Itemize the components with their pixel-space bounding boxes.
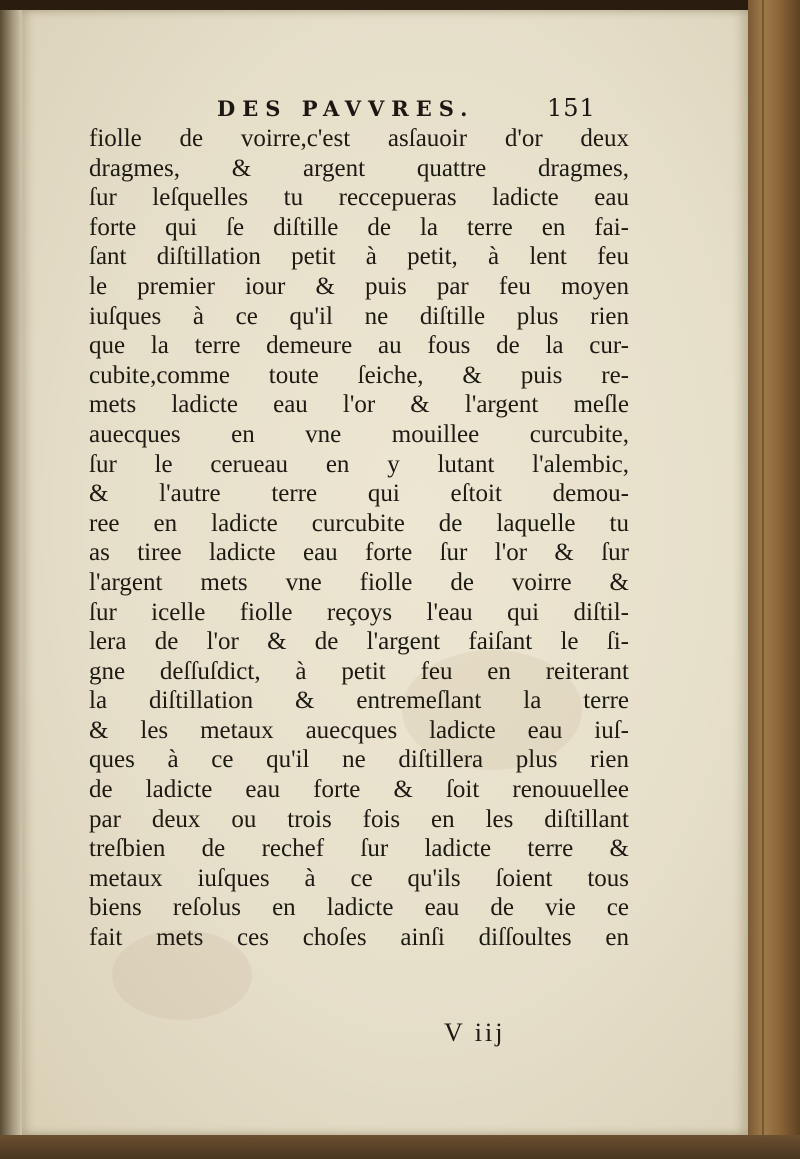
text-line: & les metaux auecques ladicte eau iuſ- [89, 716, 629, 744]
signature-mark: V iij [444, 1018, 506, 1047]
page-number: 151 [547, 94, 596, 122]
text-line: cubite,comme toute ſeiche, & puis re- [89, 361, 629, 389]
text-line: & l'autre terre qui eſtoit demou- [89, 480, 629, 508]
leather-cover-right [748, 0, 800, 1159]
body-text [89, 124, 629, 953]
text-line: que la terre demeure au fous de la cur- [89, 332, 629, 360]
text-line: fiolle de voirre,c'est asſauoir d'or deux [89, 125, 629, 152]
text-line: ree en ladicte curcubite de laquelle tu [89, 509, 629, 537]
left-page-edge [0, 10, 22, 1135]
text-line: metaux iuſques à ce qu'ils ſoient tous [89, 864, 629, 892]
binding-edge [0, 0, 800, 10]
text-line: l'argent mets vne fiolle de voirre & [89, 568, 629, 596]
text-line: iuſques à ce qu'il ne diſtille plus rien [89, 302, 629, 330]
text-line: ſur le cerueau en y lutant l'alembic, [89, 450, 629, 478]
text-line: treſbien de rechef ſur ladicte terre & [89, 835, 629, 863]
text-line: de ladicte eau forte & ſoit renouuellee [89, 776, 629, 804]
text-line: mets ladicte eau l'or & l'argent meſle [89, 391, 629, 419]
text-line: dragmes, & argent quattre dragmes, [89, 154, 629, 182]
text-line: la diſtillation & entremeſlant la terre [89, 687, 629, 715]
running-head [22, 96, 748, 126]
text-line: biens reſolus en ladicte eau de vie ce [89, 894, 629, 922]
text-line: ſur icelle fiolle reçoys l'eau qui diſtil- [89, 598, 629, 626]
text-line: auecques en vne mouillee curcubite, [89, 420, 629, 448]
text-line: gne deſſuſdict, à petit feu en reiterant [89, 657, 629, 685]
text-line: par deux ou trois fois en les diſtillant [89, 805, 629, 833]
leather-cover-bottom [0, 1135, 800, 1159]
text-line: fait mets ces choſes ainſi diſſoultes en [89, 924, 629, 952]
text-line: as tiree ladicte eau forte ſur l'or & ſur [89, 539, 629, 567]
text-line: ſant diſtillation petit à petit, à lent feu [89, 243, 629, 271]
text-line: lera de l'or & de l'argent faiſant le ſi- [89, 628, 629, 656]
text-line: le premier iour & puis par feu moyen [89, 272, 629, 300]
running-head-title: DES PAVVRES. [217, 96, 475, 121]
text-line: ſur leſquelles tu reccepueras ladicte eau [89, 184, 629, 212]
book-page [22, 10, 748, 1135]
text-line: ques à ce qu'il ne diſtillera plus rien [89, 746, 629, 774]
text-line: forte qui ſe diſtille de la terre en fai- [89, 213, 629, 241]
